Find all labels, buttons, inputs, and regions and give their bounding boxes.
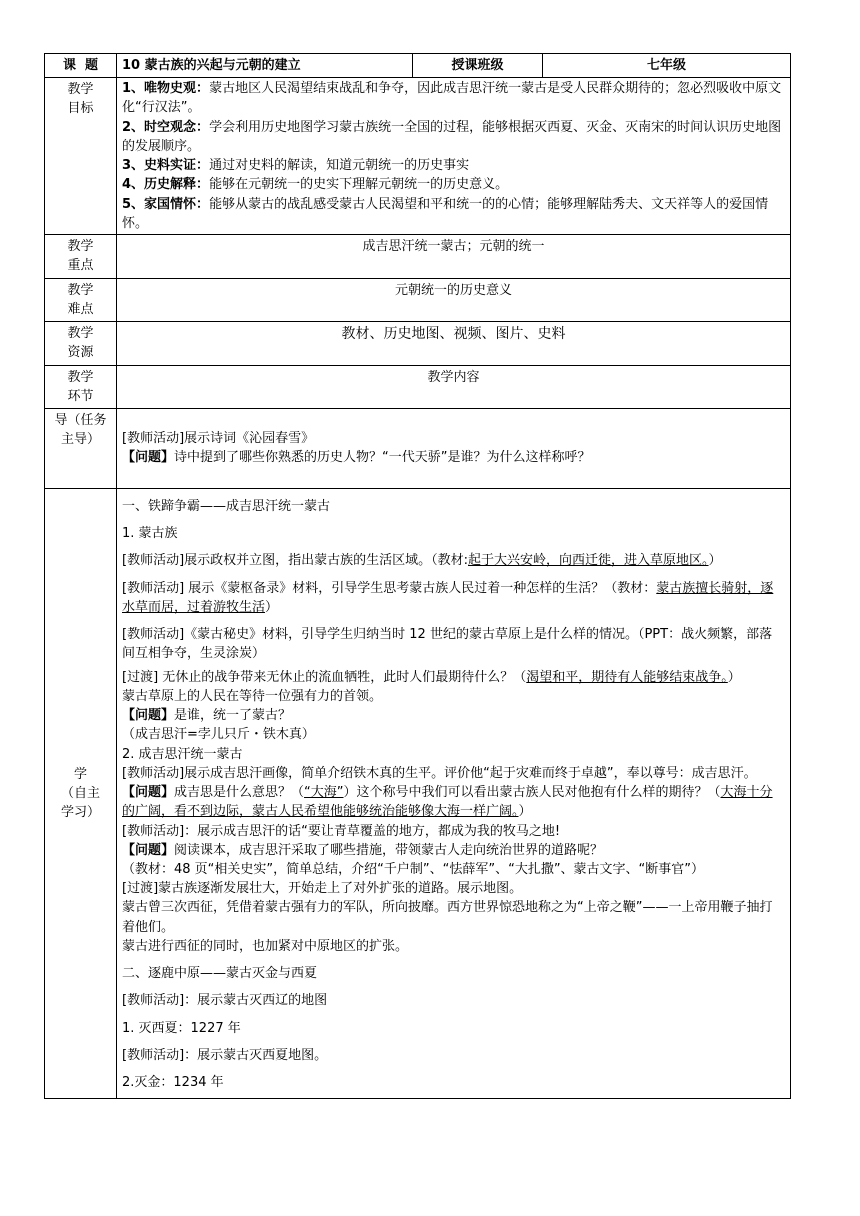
- study-paragraph: 蒙古草原上的人民在等待一位强有力的首领。: [122, 688, 383, 704]
- course-title: 10 蒙古族的兴起与元朝的建立: [117, 54, 413, 78]
- guide-row: [45, 408, 791, 488]
- subsection-heading: 2.灭金：1234 年: [122, 1075, 224, 1091]
- study-paragraph: （教材：48 页“相关史实”，简单总结，介绍“千户制”、“怯薛军”、“大扎撒”、蒙古文字、“断事官”）: [122, 861, 705, 877]
- guide-question: 【问题】诗中提到了哪些你熟悉的历史人物？“一代天骄”是谁？为什么这样称呼？: [122, 450, 591, 466]
- study-paragraph: 蒙古曾三次西征，凭借着蒙古强有力的军队，所向披靡。西方世界惊恐地称之为“上帝之鞭”——一上帝用鞭子抽打着他们。: [122, 900, 773, 935]
- lesson-plan-table: [44, 53, 791, 1099]
- key-points-row: [45, 235, 791, 278]
- objectives-row: [45, 78, 791, 235]
- section-heading: 二、逐鹿中原——蒙古灭金与西夏: [122, 966, 318, 982]
- study-row: [45, 488, 791, 1098]
- objective-item: 3、史料实证：通过对史料的解读，知道元朝统一的历史事实: [122, 158, 470, 174]
- study-paragraph: [教师活动]：展示蒙古灭西夏地图。: [122, 1047, 328, 1063]
- guide-content: [117, 408, 791, 488]
- subsection-heading: 2. 成吉思汗统一蒙古: [122, 746, 243, 762]
- study-label-sub: （自主学习）: [60, 786, 100, 821]
- class-value: 七年级: [543, 54, 791, 78]
- study-content: [117, 488, 791, 1098]
- resources-value: 教材、历史地图、视频、图片、史料: [117, 322, 791, 365]
- study-paragraph: 蒙古进行西征的同时，也加紧对中原地区的扩张。: [122, 938, 409, 954]
- study-question: 【问题】是谁，统一了蒙古？: [122, 708, 292, 724]
- section-row: [45, 365, 791, 408]
- study-label: [45, 488, 117, 1098]
- study-paragraph: [教师活动] 展示《蒙枢备录》材料，引导学生思考蒙古族人民过着一种怎样的生活？（教材：蒙古族擅长骑射，逐水草而居，过着游牧生活）: [122, 580, 774, 615]
- objectives-label-text: 教学目标: [67, 82, 94, 117]
- guide-activity: [教师活动]展示诗词《沁园春雪》: [122, 431, 315, 447]
- objectives-content: [117, 78, 791, 235]
- objective-item: 5、家国情怀：能够从蒙古的战乱感受蒙古人民渴望和平和统一的的心情；能够理解陆秀夫、文天祥等人的爱国情怀。: [122, 196, 769, 231]
- difficulties-label: 教学难点: [45, 278, 117, 321]
- study-question: 【问题】成吉思是什么意思？（“大海”）这个称号中我们可以看出蒙古族人民对他抱有什么样的期待？（大海十分的广阔，看不到边际，蒙古人民希望他能够统治能够像大海一样广阔。）: [122, 785, 773, 820]
- difficulties-row: [45, 278, 791, 321]
- objective-item: 1、唯物史观：蒙古地区人民渴望结束战乱和争夺，因此成吉思汗统一蒙古是受人民群众期待的；忽必烈吸收中原文化“行汉法”。: [122, 81, 782, 116]
- resources-row: [45, 322, 791, 365]
- study-paragraph: [教师活动]：展示成吉思汗的话“要让青草覆盖的地方，都成为我的牧马之地!: [122, 823, 561, 839]
- class-label: 授课班级: [413, 54, 543, 78]
- objectives-label: [45, 78, 117, 235]
- subsection-heading: 1. 蒙古族: [122, 526, 178, 542]
- subsection-heading: 1. 灭西夏：1227 年: [122, 1020, 241, 1036]
- guide-label: 导（任务主导）: [45, 408, 117, 488]
- difficulties-value: 元朝统一的历史意义: [117, 278, 791, 321]
- section-value: 教学内容: [117, 365, 791, 408]
- key-points-value: 成吉思汗统一蒙古；元朝的统一: [117, 235, 791, 278]
- study-paragraph: [教师活动]展示政权并立图，指出蒙古族的生活区域。（教材:起于大兴安岭，向西迁徙，进入草原地区。）: [122, 553, 722, 569]
- section-label: 教学环节: [45, 365, 117, 408]
- key-points-label: 教学重点: [45, 235, 117, 278]
- study-paragraph: [教师活动]展示成吉思汗画像，简单介绍铁木真的生平。评价他“起于灾难而终于卓越”，奉以尊号：成吉思汗。: [122, 765, 757, 781]
- objective-item: 2、时空观念：学会利用历史地图学习蒙古族统一全国的过程，能够根据灭西夏、灭金、灭南宋的时间认识历史地图的发展顺序。: [122, 119, 782, 154]
- header-row: [45, 54, 791, 78]
- study-paragraph: [教师活动]：展示蒙古灭西辽的地图: [122, 993, 328, 1009]
- section-heading: 一、铁蹄争霸——成吉思汗统一蒙古: [122, 498, 331, 514]
- study-paragraph: [教师活动]《蒙古秘史》材料，引导学生归纳当时 12 世纪的蒙古草原上是什么样的情况。（PPT：战火频繁，部落间互相争夺，生灵涂炭）: [122, 627, 773, 662]
- study-question: 【问题】阅读课本，成吉思汗采取了哪些措施，带领蒙古人走向统治世界的道路呢？: [122, 842, 604, 858]
- objective-item: 4、历史解释：能够在元朝统一的史实下理解元朝统一的历史意义。: [122, 177, 509, 193]
- study-paragraph: [过渡] 无休止的战争带来无休止的流血牺牲，此时人们最期待什么？（渴望和平，期待有人能够结束战争。）: [122, 669, 741, 685]
- study-paragraph: （成吉思汗=孛儿只斤・铁木真）: [122, 727, 315, 743]
- study-paragraph: [过渡]蒙古族逐渐发展壮大，开始走上了对外扩张的道路。展示地图。: [122, 881, 523, 897]
- course-label: 课 题: [45, 54, 117, 78]
- study-label-main: 学: [73, 766, 87, 782]
- resources-label: 教学资源: [45, 322, 117, 365]
